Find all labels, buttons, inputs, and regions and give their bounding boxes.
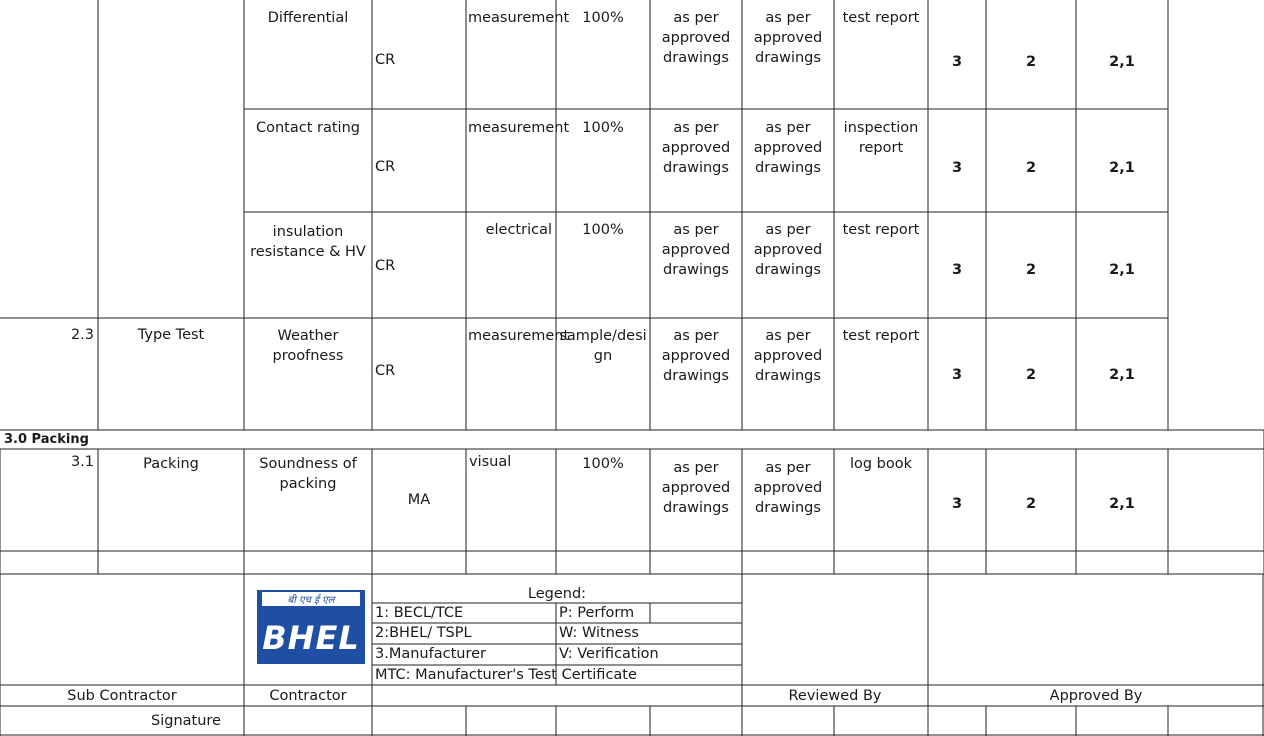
legend-item: 2:BHEL/ TSPL: [375, 625, 472, 641]
check-cell: Differential: [267, 10, 349, 26]
agency-col1: 3: [951, 367, 963, 383]
sno-cell: 2.3: [70, 327, 94, 343]
quantum-cell: 100%: [582, 222, 624, 238]
type-cell: electrical: [485, 222, 552, 238]
logo-hindi-text: बी एच ई एल: [287, 595, 335, 606]
quantum-cell: 100%: [582, 456, 624, 472]
category-cell: CR: [375, 363, 396, 379]
agency-col1: 3: [951, 54, 963, 70]
legend-item: 3.Manufacturer: [375, 646, 486, 662]
legend-mtc: MTC: Manufacturer's Test Certificate: [375, 667, 637, 683]
sno-cell: 3.1: [70, 454, 94, 470]
agency-col2: 2: [1025, 262, 1037, 278]
legend-code: V: Verification: [559, 646, 659, 662]
agency-col3: 2,1: [1109, 160, 1135, 176]
type-cell: measurement: [468, 120, 570, 136]
type-cell: visual: [469, 454, 512, 470]
contractor-label: Contractor: [269, 688, 347, 704]
legend-item: 1: BECL/TCE: [375, 605, 464, 621]
quantum-cell: 100%: [582, 120, 624, 136]
signature-label: Signature: [151, 713, 221, 729]
acceptance-cell: as per approved drawings: [753, 222, 823, 278]
format-cell: inspection report: [843, 120, 919, 156]
acceptance-cell: as per approved drawings: [753, 460, 823, 516]
format-cell: test report: [842, 222, 920, 238]
quantum-cell: sample/design: [559, 328, 647, 364]
agency-col2: 2: [1025, 367, 1037, 383]
category-cell: CR: [375, 258, 396, 274]
format-cell: test report: [842, 10, 920, 26]
reference-cell: as per approved drawings: [661, 120, 731, 176]
agency-col2: 2: [1025, 54, 1037, 70]
description-cell: Packing: [143, 456, 199, 472]
format-cell: test report: [842, 328, 920, 344]
legend-code: P: Perform: [559, 605, 635, 621]
bhel-logo: [254, 586, 368, 668]
check-cell: Contact rating: [256, 120, 360, 136]
sub-contractor-label: Sub Contractor: [67, 688, 177, 704]
acceptance-cell: as per approved drawings: [753, 328, 823, 384]
category-cell: CR: [375, 159, 396, 175]
reference-cell: as per approved drawings: [661, 10, 731, 66]
legend-code: W: Witness: [559, 625, 639, 641]
category-cell: MA: [407, 492, 431, 508]
type-cell: measurement: [468, 328, 570, 344]
check-cell: insulation resistance & HV: [250, 224, 366, 260]
agency-col1: 3: [951, 262, 963, 278]
agency-col2: 2: [1025, 160, 1037, 176]
legend-title: Legend:: [527, 586, 587, 602]
check-cell: Soundness of packing: [259, 456, 357, 492]
agency-col2: 2: [1025, 496, 1037, 512]
type-cell: measurement: [468, 10, 570, 26]
reviewed-by-label: Reviewed By: [788, 688, 882, 704]
logo-text: BHEL: [262, 619, 360, 657]
agency-col1: 3: [951, 496, 963, 512]
reference-cell: as per approved drawings: [661, 460, 731, 516]
approved-by-label: Approved By: [1049, 688, 1143, 704]
agency-col3: 2,1: [1109, 367, 1135, 383]
agency-col1: 3: [951, 160, 963, 176]
reference-cell: as per approved drawings: [661, 328, 731, 384]
agency-col3: 2,1: [1109, 496, 1135, 512]
acceptance-cell: as per approved drawings: [753, 120, 823, 176]
quantum-cell: 100%: [582, 10, 624, 26]
reference-cell: as per approved drawings: [661, 222, 731, 278]
check-cell: Weather proofness: [272, 328, 344, 364]
category-cell: CR: [375, 52, 396, 68]
agency-col3: 2,1: [1109, 262, 1135, 278]
format-cell: log book: [849, 456, 913, 472]
section-heading: 3.0 Packing: [4, 432, 89, 447]
agency-col3: 2,1: [1109, 54, 1135, 70]
acceptance-cell: as per approved drawings: [753, 10, 823, 66]
description-cell: Type Test: [137, 327, 205, 343]
